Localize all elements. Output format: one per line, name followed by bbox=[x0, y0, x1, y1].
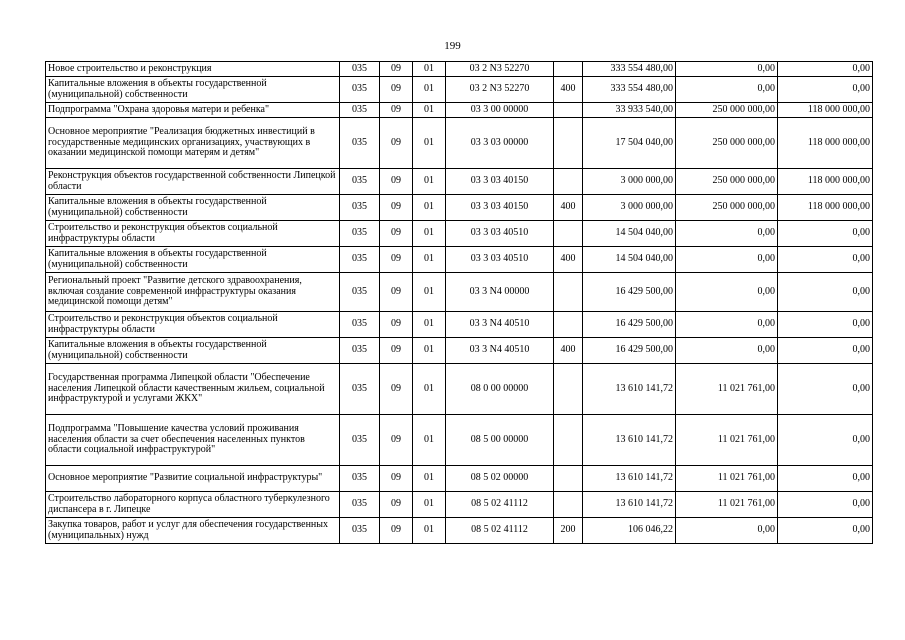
cell-vr: 400 bbox=[554, 195, 583, 221]
cell-sum-2: 0,00 bbox=[676, 518, 778, 544]
cell-ved: 035 bbox=[340, 62, 380, 77]
cell-pr: 01 bbox=[413, 312, 446, 338]
cell-csr: 03 3 03 40150 bbox=[446, 195, 554, 221]
cell-sum-3: 0,00 bbox=[778, 221, 873, 247]
cell-sum-2: 250 000 000,00 bbox=[676, 118, 778, 169]
cell-rz: 09 bbox=[380, 62, 413, 77]
cell-pr: 01 bbox=[413, 273, 446, 312]
cell-sum-2: 11 021 761,00 bbox=[676, 415, 778, 466]
cell-vr bbox=[554, 492, 583, 518]
cell-csr: 03 3 03 40150 bbox=[446, 169, 554, 195]
cell-vr bbox=[554, 415, 583, 466]
cell-csr: 08 5 02 41112 bbox=[446, 492, 554, 518]
cell-vr: 400 bbox=[554, 338, 583, 364]
cell-csr: 03 2 N3 52270 bbox=[446, 62, 554, 77]
cell-rz: 09 bbox=[380, 195, 413, 221]
cell-rz: 09 bbox=[380, 415, 413, 466]
cell-sum-2: 0,00 bbox=[676, 62, 778, 77]
cell-csr: 03 3 03 40510 bbox=[446, 221, 554, 247]
cell-csr: 03 3 03 40510 bbox=[446, 247, 554, 273]
cell-sum-1: 13 610 141,72 bbox=[583, 364, 676, 415]
cell-csr: 08 0 00 00000 bbox=[446, 364, 554, 415]
cell-pr: 01 bbox=[413, 364, 446, 415]
cell-csr: 03 2 N3 52270 bbox=[446, 77, 554, 103]
cell-vr bbox=[554, 364, 583, 415]
budget-table bbox=[45, 61, 873, 544]
cell-csr: 03 3 N4 00000 bbox=[446, 273, 554, 312]
row-name: Закупка товаров, работ и услуг для обеспечения государственных (муниципальных) нужд bbox=[46, 518, 340, 544]
cell-vr: 400 bbox=[554, 247, 583, 273]
cell-rz: 09 bbox=[380, 221, 413, 247]
cell-rz: 09 bbox=[380, 518, 413, 544]
cell-vr bbox=[554, 62, 583, 77]
cell-sum-1: 106 046,22 bbox=[583, 518, 676, 544]
table-row bbox=[46, 62, 873, 77]
cell-ved: 035 bbox=[340, 169, 380, 195]
row-name: Государственная программа Липецкой области "Обеспечение населения Липецкой области качественным жильем, социальной инфраструктурой и услугами ЖКХ" bbox=[46, 364, 340, 415]
row-name: Строительство лабораторного корпуса областного туберкулезного диспансера в г. Липецке bbox=[46, 492, 340, 518]
cell-sum-2: 0,00 bbox=[676, 273, 778, 312]
cell-vr: 200 bbox=[554, 518, 583, 544]
cell-sum-2: 11 021 761,00 bbox=[676, 364, 778, 415]
cell-pr: 01 bbox=[413, 221, 446, 247]
cell-csr: 08 5 00 00000 bbox=[446, 415, 554, 466]
cell-vr bbox=[554, 273, 583, 312]
cell-pr: 01 bbox=[413, 247, 446, 273]
table-row bbox=[46, 77, 873, 103]
cell-csr: 03 3 00 00000 bbox=[446, 103, 554, 118]
cell-vr bbox=[554, 466, 583, 492]
table-row bbox=[46, 118, 873, 169]
cell-pr: 01 bbox=[413, 415, 446, 466]
cell-ved: 035 bbox=[340, 118, 380, 169]
cell-pr: 01 bbox=[413, 466, 446, 492]
table-row bbox=[46, 364, 873, 415]
cell-sum-1: 14 504 040,00 bbox=[583, 221, 676, 247]
cell-ved: 035 bbox=[340, 273, 380, 312]
row-name: Подпрограмма "Повышение качества условий проживания населения области за счет обеспечения населенных пунктов области социальной инфраструктурой" bbox=[46, 415, 340, 466]
cell-sum-3: 0,00 bbox=[778, 273, 873, 312]
cell-csr: 03 3 N4 40510 bbox=[446, 312, 554, 338]
cell-ved: 035 bbox=[340, 312, 380, 338]
cell-sum-3: 0,00 bbox=[778, 518, 873, 544]
table-row bbox=[46, 415, 873, 466]
table-row bbox=[46, 492, 873, 518]
cell-rz: 09 bbox=[380, 103, 413, 118]
cell-pr: 01 bbox=[413, 62, 446, 77]
cell-pr: 01 bbox=[413, 77, 446, 103]
table-row bbox=[46, 169, 873, 195]
table-row bbox=[46, 273, 873, 312]
row-name: Реконструкция объектов государственной собственности Липецкой области bbox=[46, 169, 340, 195]
row-name: Капитальные вложения в объекты государственной (муниципальной) собственности bbox=[46, 338, 340, 364]
cell-sum-3: 0,00 bbox=[778, 492, 873, 518]
table-row bbox=[46, 466, 873, 492]
cell-pr: 01 bbox=[413, 169, 446, 195]
cell-sum-2: 0,00 bbox=[676, 312, 778, 338]
cell-sum-2: 250 000 000,00 bbox=[676, 103, 778, 118]
cell-sum-3: 0,00 bbox=[778, 247, 873, 273]
table-row bbox=[46, 338, 873, 364]
cell-rz: 09 bbox=[380, 118, 413, 169]
cell-sum-1: 333 554 480,00 bbox=[583, 62, 676, 77]
cell-sum-1: 333 554 480,00 bbox=[583, 77, 676, 103]
cell-ved: 035 bbox=[340, 247, 380, 273]
cell-rz: 09 bbox=[380, 77, 413, 103]
page-number: 199 bbox=[444, 40, 461, 52]
cell-sum-1: 13 610 141,72 bbox=[583, 415, 676, 466]
cell-ved: 035 bbox=[340, 221, 380, 247]
row-name: Подпрограмма "Охрана здоровья матери и ребенка" bbox=[46, 103, 340, 118]
cell-pr: 01 bbox=[413, 118, 446, 169]
cell-sum-3: 0,00 bbox=[778, 364, 873, 415]
cell-vr bbox=[554, 312, 583, 338]
row-name: Региональный проект "Развитие детского здравоохранения, включая создание современной инфраструктуры оказания медицинской помощи детям" bbox=[46, 273, 340, 312]
cell-sum-1: 33 933 540,00 bbox=[583, 103, 676, 118]
cell-sum-1: 3 000 000,00 bbox=[583, 195, 676, 221]
cell-sum-2: 0,00 bbox=[676, 221, 778, 247]
table-row bbox=[46, 312, 873, 338]
cell-vr: 400 bbox=[554, 77, 583, 103]
cell-rz: 09 bbox=[380, 169, 413, 195]
cell-csr: 08 5 02 41112 bbox=[446, 518, 554, 544]
cell-pr: 01 bbox=[413, 103, 446, 118]
table-row bbox=[46, 195, 873, 221]
row-name: Новое строительство и реконструкция bbox=[46, 62, 340, 77]
cell-sum-3: 118 000 000,00 bbox=[778, 103, 873, 118]
table-row bbox=[46, 518, 873, 544]
cell-sum-3: 0,00 bbox=[778, 466, 873, 492]
cell-sum-2: 11 021 761,00 bbox=[676, 466, 778, 492]
cell-sum-2: 250 000 000,00 bbox=[676, 195, 778, 221]
cell-vr bbox=[554, 169, 583, 195]
cell-sum-3: 118 000 000,00 bbox=[778, 169, 873, 195]
cell-sum-2: 0,00 bbox=[676, 338, 778, 364]
row-name: Капитальные вложения в объекты государственной (муниципальной) собственности bbox=[46, 195, 340, 221]
cell-ved: 035 bbox=[340, 77, 380, 103]
cell-rz: 09 bbox=[380, 247, 413, 273]
cell-sum-1: 16 429 500,00 bbox=[583, 338, 676, 364]
cell-csr: 03 3 03 00000 bbox=[446, 118, 554, 169]
cell-ved: 035 bbox=[340, 338, 380, 364]
cell-sum-3: 118 000 000,00 bbox=[778, 118, 873, 169]
row-name: Основное мероприятие "Реализация бюджетных инвестиций в государственные медицинских организациях, участвующих в оказании медицинской помощи матерям и детям" bbox=[46, 118, 340, 169]
cell-sum-1: 14 504 040,00 bbox=[583, 247, 676, 273]
cell-sum-2: 0,00 bbox=[676, 77, 778, 103]
cell-rz: 09 bbox=[380, 492, 413, 518]
cell-sum-3: 0,00 bbox=[778, 77, 873, 103]
cell-ved: 035 bbox=[340, 103, 380, 118]
cell-csr: 08 5 02 00000 bbox=[446, 466, 554, 492]
cell-vr bbox=[554, 221, 583, 247]
cell-sum-3: 0,00 bbox=[778, 338, 873, 364]
cell-ved: 035 bbox=[340, 492, 380, 518]
cell-sum-2: 0,00 bbox=[676, 247, 778, 273]
cell-sum-3: 0,00 bbox=[778, 415, 873, 466]
row-name: Строительство и реконструкция объектов социальной инфраструктуры области bbox=[46, 312, 340, 338]
cell-pr: 01 bbox=[413, 492, 446, 518]
cell-sum-3: 0,00 bbox=[778, 62, 873, 77]
table-row bbox=[46, 247, 873, 273]
cell-ved: 035 bbox=[340, 195, 380, 221]
cell-pr: 01 bbox=[413, 518, 446, 544]
row-name: Основное мероприятие "Развитие социальной инфраструктуры" bbox=[46, 466, 340, 492]
cell-sum-1: 17 504 040,00 bbox=[583, 118, 676, 169]
cell-sum-1: 13 610 141,72 bbox=[583, 492, 676, 518]
cell-sum-2: 250 000 000,00 bbox=[676, 169, 778, 195]
cell-sum-1: 13 610 141,72 bbox=[583, 466, 676, 492]
cell-sum-3: 0,00 bbox=[778, 312, 873, 338]
cell-sum-1: 3 000 000,00 bbox=[583, 169, 676, 195]
cell-pr: 01 bbox=[413, 338, 446, 364]
cell-ved: 035 bbox=[340, 364, 380, 415]
row-name: Строительство и реконструкция объектов социальной инфраструктуры области bbox=[46, 221, 340, 247]
cell-rz: 09 bbox=[380, 273, 413, 312]
table-row bbox=[46, 103, 873, 118]
cell-sum-1: 16 429 500,00 bbox=[583, 312, 676, 338]
cell-rz: 09 bbox=[380, 364, 413, 415]
row-name: Капитальные вложения в объекты государственной (муниципальной) собственности bbox=[46, 77, 340, 103]
cell-sum-1: 16 429 500,00 bbox=[583, 273, 676, 312]
cell-sum-3: 118 000 000,00 bbox=[778, 195, 873, 221]
cell-vr bbox=[554, 103, 583, 118]
cell-pr: 01 bbox=[413, 195, 446, 221]
cell-ved: 035 bbox=[340, 415, 380, 466]
table-row bbox=[46, 221, 873, 247]
cell-ved: 035 bbox=[340, 518, 380, 544]
row-name: Капитальные вложения в объекты государственной (муниципальной) собственности bbox=[46, 247, 340, 273]
cell-ved: 035 bbox=[340, 466, 380, 492]
cell-rz: 09 bbox=[380, 466, 413, 492]
cell-rz: 09 bbox=[380, 338, 413, 364]
cell-rz: 09 bbox=[380, 312, 413, 338]
cell-vr bbox=[554, 118, 583, 169]
cell-csr: 03 3 N4 40510 bbox=[446, 338, 554, 364]
cell-sum-2: 11 021 761,00 bbox=[676, 492, 778, 518]
